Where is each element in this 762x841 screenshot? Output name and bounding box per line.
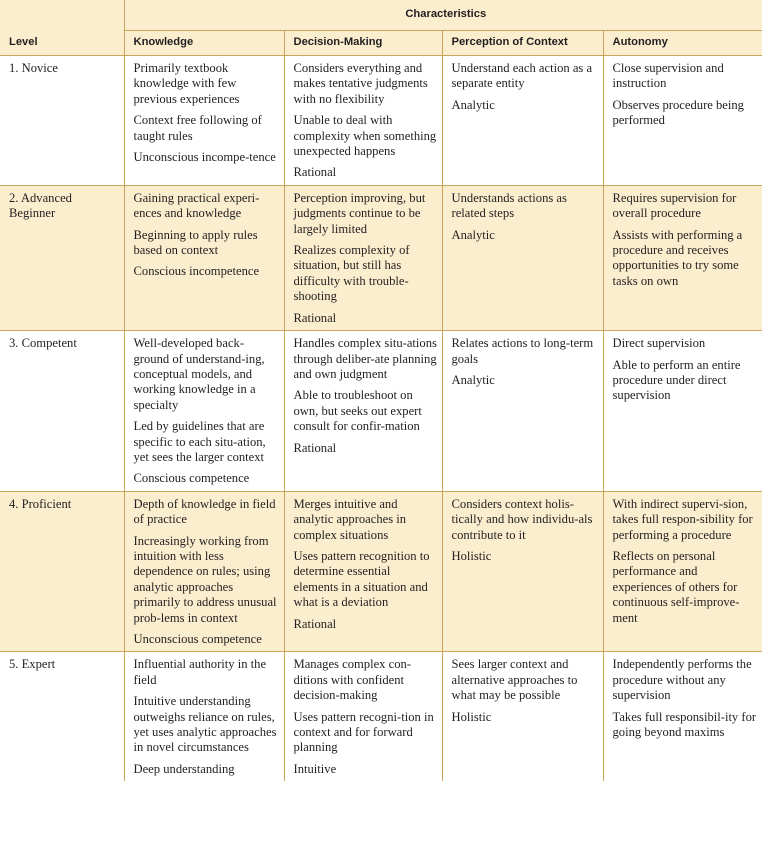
level-cell: 5. Expert: [9, 657, 56, 672]
knowledge-item: Influential authority in the field: [133, 657, 267, 687]
knowledge-item: Intuitive understanding outweighs reliance on rules, yet uses analytic approaches in novel circumstances: [133, 694, 277, 755]
decision-making-cell: [284, 331, 442, 492]
autonomy-item: Close supervision and instruction: [612, 61, 724, 91]
knowledge-item: Unconscious competence: [133, 632, 262, 646]
knowledge-cell: [124, 652, 284, 781]
perception-cell: [442, 331, 603, 492]
autonomy-cell: [603, 331, 762, 492]
autonomy-item: Takes full responsibil-ity for going beyond maxims: [612, 709, 757, 740]
knowledge-item: Primarily textbook knowledge with few previous experiences: [133, 61, 240, 106]
perception-item: Holistic: [451, 709, 492, 724]
decision-making-cell: [284, 56, 442, 186]
perception-cell: [442, 185, 603, 330]
knowledge-item: Depth of knowledge in field of practice: [133, 496, 276, 527]
knowledge-cell: [124, 56, 284, 186]
table-row: [0, 56, 762, 186]
decision-item: Unable to deal with complexity when something unexpected happens: [293, 113, 437, 159]
level-cell: 3. Competent: [0, 331, 124, 492]
perception-item: Relates actions to long-term goals: [451, 336, 594, 366]
knowledge-item: Deep understanding: [133, 761, 235, 776]
knowledge-item: Conscious competence: [133, 471, 250, 486]
perception-item: Sees larger context and alternative approaches to what may be possible: [451, 657, 578, 703]
knowledge-column-header: Knowledge: [124, 31, 284, 56]
decision-item: Handles complex situ-ations through deliber-ate planning and own judgment: [293, 336, 437, 381]
knowledge-cell: [124, 185, 284, 330]
knowledge-item: Context free following of taught rules: [133, 113, 262, 143]
decision-item: Uses pattern recogni-tion in context and for forward planning: [293, 709, 434, 755]
knowledge-cell: [124, 491, 284, 652]
perception-cell: [442, 56, 603, 186]
autonomy-item: Independently performs the procedure without any supervision: [612, 657, 752, 703]
decision-making-cell: [284, 185, 442, 330]
decision-item: Rational: [293, 310, 337, 325]
perception-item: Analytic: [451, 227, 495, 242]
autonomy-cell: [603, 56, 762, 186]
knowledge-item: Led by guidelines that are specific to each situ-ation, yet sees the larger context: [133, 419, 266, 464]
decision-making-column-header: Decision-Making: [284, 31, 442, 56]
knowledge-item: Well-developed back-ground of understand-ing, conceptual models, and working knowledge in a specialty: [133, 336, 265, 412]
perception-item: Understand each action as a separate entity: [451, 61, 593, 91]
decision-item: Intuitive: [293, 761, 337, 776]
decision-item: Rational: [293, 165, 337, 180]
autonomy-item: Requires supervision for overall procedure: [612, 190, 737, 221]
table-row: [0, 331, 762, 492]
perception-item: Considers context holis-tically and how individu-als contribute to it: [451, 496, 593, 542]
autonomy-item: Able to perform an entire procedure under direct supervision: [612, 357, 741, 403]
knowledge-item: Unconscious incompe-tence: [133, 150, 276, 165]
level-cell: 1. Novice: [0, 56, 124, 186]
level-cell: 2. Advanced Beginner: [0, 185, 124, 330]
autonomy-item: With indirect supervi-sion, takes full respon-sibility for performing a procedure: [612, 496, 753, 542]
table-row: [0, 652, 762, 781]
perception-cell: [442, 491, 603, 652]
table-row: [0, 491, 762, 652]
autonomy-cell: [603, 185, 762, 330]
level-cell: 4. Proficient: [0, 491, 124, 652]
autonomy-cell: [603, 491, 762, 652]
decision-item: Realizes complexity of situation, but still has difficulty with trouble-shooting: [293, 243, 410, 304]
decision-item: Rational: [293, 440, 337, 455]
table-row: [0, 185, 762, 330]
autonomy-cell: [603, 652, 762, 781]
knowledge-cell: [124, 331, 284, 492]
level-column-header: Level: [0, 31, 124, 56]
perception-of-context-column-header: Perception of Context: [442, 31, 603, 56]
perception-item: Understands actions as related steps: [451, 190, 567, 221]
header-spacer: [0, 0, 124, 31]
decision-item: Merges intuitive and analytic approaches in complex situations: [293, 496, 407, 542]
autonomy-item: Direct supervision: [612, 336, 706, 351]
decision-item: Manages complex con-ditions with confident decision-making: [293, 657, 412, 703]
decision-item: Able to troubleshoot on own, but seeks out expert consult for confir-mation: [293, 388, 422, 434]
perception-item: Analytic: [451, 97, 495, 112]
autonomy-column-header: Autonomy: [603, 31, 762, 56]
autonomy-item: Assists with performing a procedure and receives opportunities to try some tasks on own: [612, 227, 743, 288]
decision-making-cell: [284, 491, 442, 652]
decision-making-cell: [284, 652, 442, 781]
knowledge-item: Increasingly working from intuition with less dependence on rules; using analytic approaches primarily to address unusual prob-lems in context: [133, 533, 277, 625]
perception-cell: [442, 652, 603, 781]
autonomy-item: Observes procedure being performed: [612, 97, 744, 128]
decision-item: Uses pattern recognition to determine essential elements in a situation and what is a deviation: [293, 548, 430, 610]
decision-item: Considers everything and makes tentative judgments with no flexibility: [293, 61, 428, 106]
decision-item: Rational: [293, 616, 337, 631]
perception-item: Holistic: [451, 548, 492, 563]
autonomy-item: Reflects on personal performance and experiences of others for continuous self-improve-ment: [612, 548, 740, 625]
perception-item: Analytic: [451, 372, 495, 387]
characteristics-header: Characteristics: [124, 0, 762, 31]
knowledge-item: Beginning to apply rules based on context: [133, 227, 258, 258]
knowledge-item: Conscious incompetence: [133, 264, 260, 279]
decision-item: Perception improving, but judgments continue to be largely limited: [293, 190, 426, 236]
knowledge-item: Gaining practical experi-ences and knowledge: [133, 190, 260, 221]
